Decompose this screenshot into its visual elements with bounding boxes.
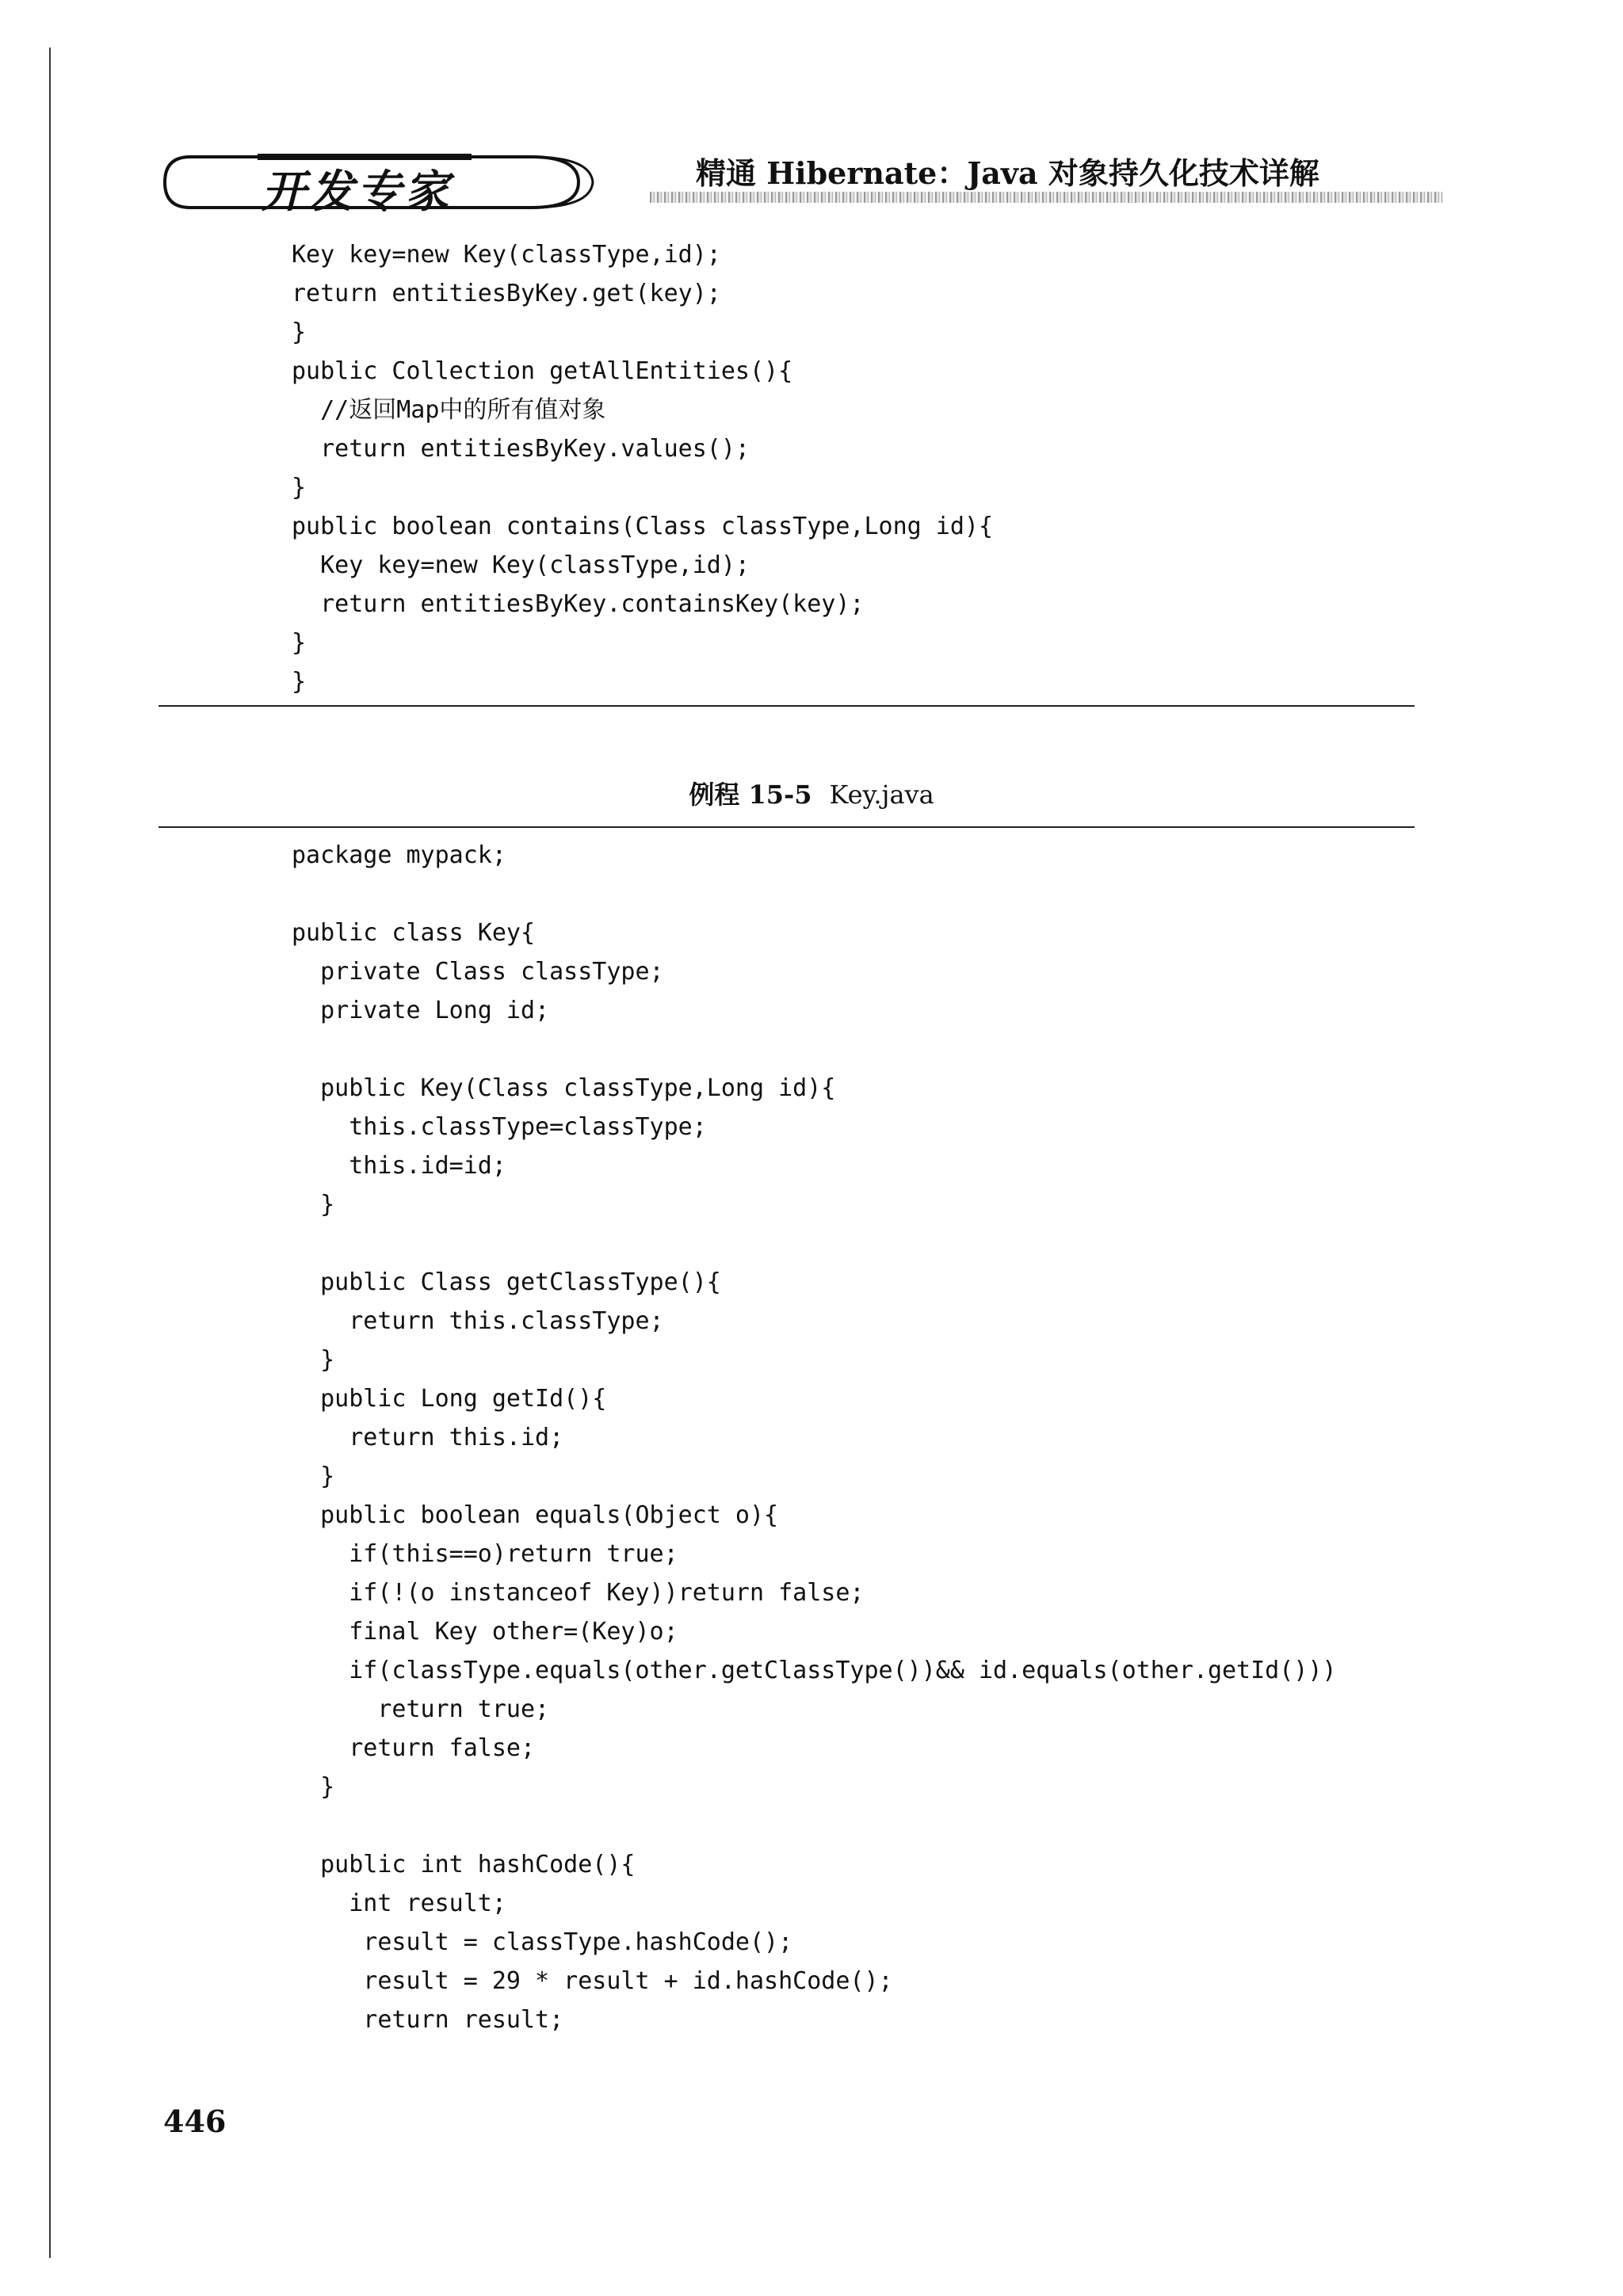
listing-caption	[0, 775, 1623, 811]
binding-edge-line	[49, 48, 51, 2258]
code-listing-key-java: package mypack; public class Key{ private Class classType; private Long id; public Key(Class classType,Long id){ this.classType=classType; this.id=id; } public Class getClassType(){ return this.classType; } public Long getId(){ return this.id; } public boolean equals(Object o){ if(this==o)return true; if(!(o instanceof Key))return false; final Key other=(Key)o; if(classType.equals(other.getClassType())&& id.equals(other.getId())) return true; return false; } public int hashCode(){ int result; result = classType.hashCode(); result = 29 * result + id.hashCode(); return result;	[292, 841, 1337, 2034]
listing-caption-label: 例程 15-5	[689, 780, 812, 810]
page-number: 446	[163, 2103, 227, 2139]
listing-end-rule	[158, 705, 1415, 707]
series-badge	[158, 151, 602, 218]
code-listing-continued: Key key=new Key(classType,id); return entitiesByKey.get(key); } public Collection getAllEntities(){ //返回Map中的所有值对象 return entitiesByKey.values(); } public boolean contains(Class classType,Long id){ Key key=new Key(classType,id); return entitiesByKey.containsKey(key); } }	[292, 241, 994, 696]
page-header	[158, 143, 1319, 230]
book-title: 精通 Hibernate：Java 对象持久化技术详解	[696, 155, 1319, 191]
listing-start-rule	[158, 826, 1415, 828]
series-name: 开发专家	[262, 166, 452, 218]
header-decorative-texture	[650, 192, 1442, 203]
listing-caption-filename: Key.java	[829, 780, 934, 810]
